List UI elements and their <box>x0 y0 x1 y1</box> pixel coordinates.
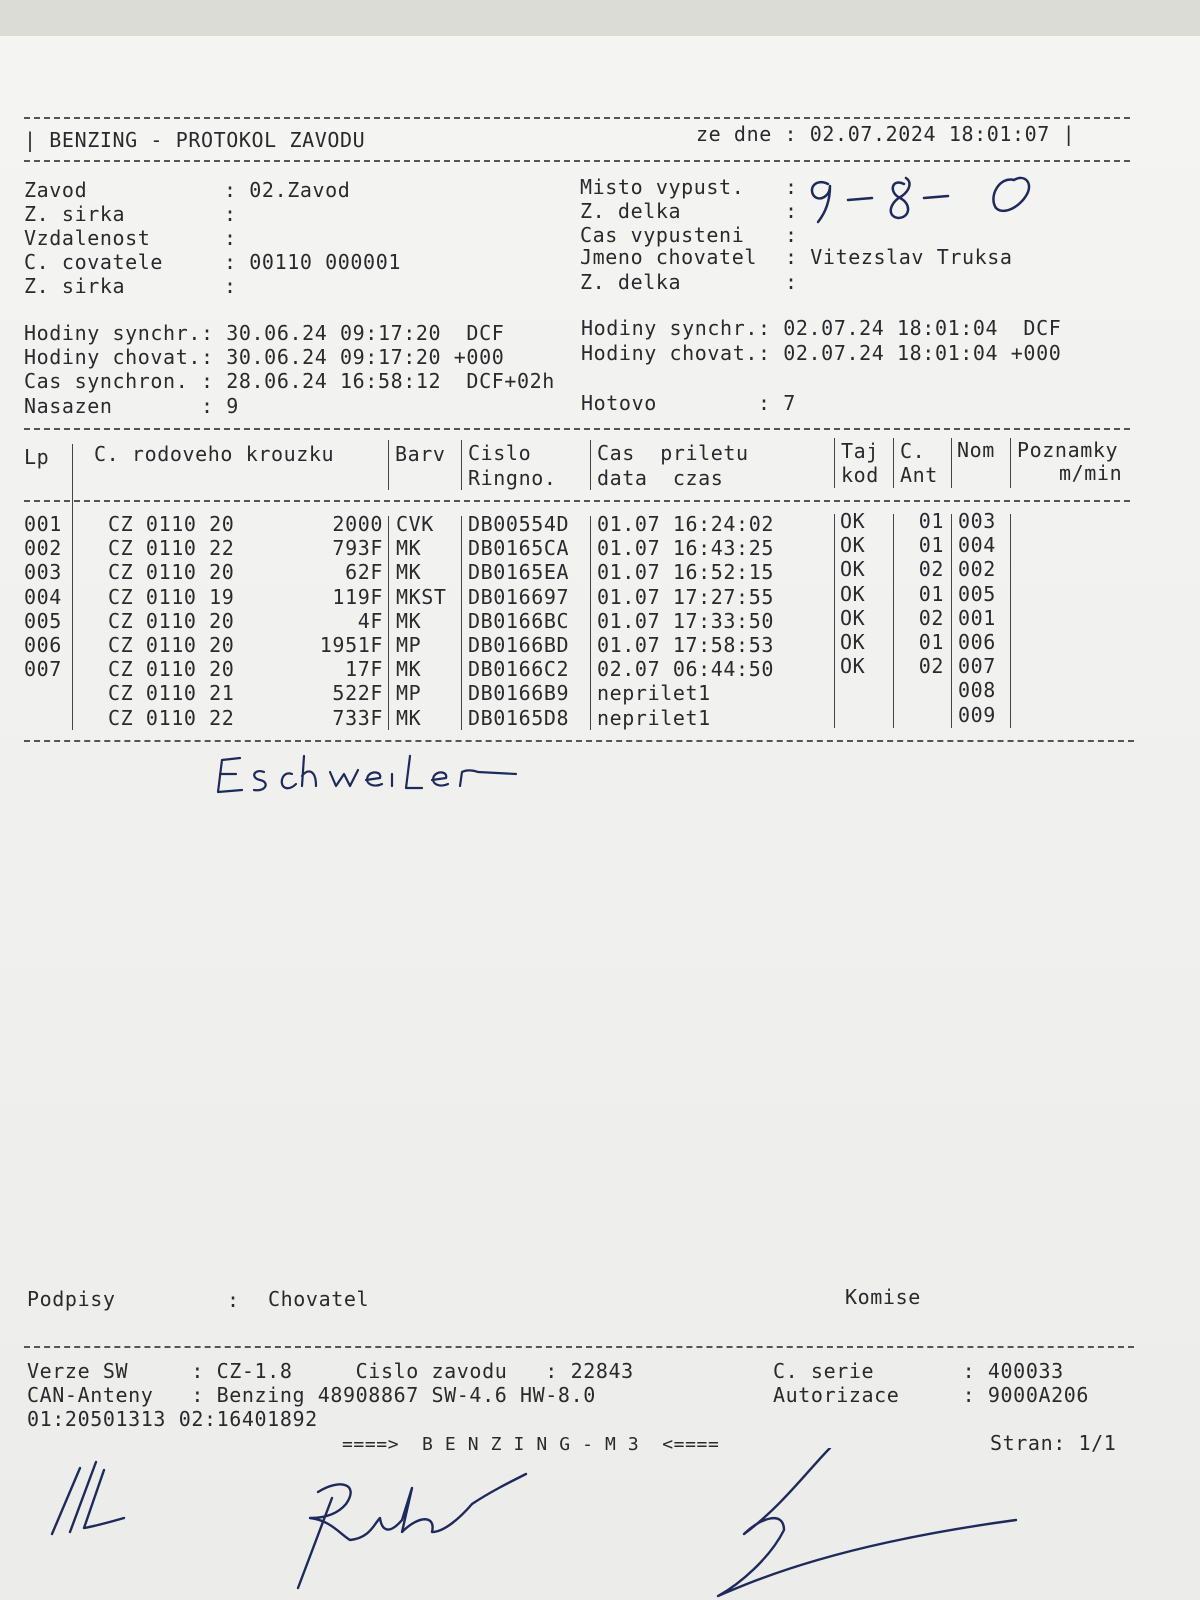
antenna-number: 02 <box>918 605 944 630</box>
header-notes: m/min <box>1059 461 1123 485</box>
row-index: 002 <box>24 536 62 561</box>
color-code: MK <box>396 536 422 561</box>
arrival-time: 01.07 17:58:53 <box>597 633 774 657</box>
footer-line: 01:20501313 02:16401892 <box>27 1407 318 1431</box>
nomination-number: 005 <box>958 581 996 606</box>
secret-code: OK <box>840 605 866 630</box>
arrival-time: 01.07 16:52:15 <box>597 560 774 585</box>
info-value: : <box>224 274 237 298</box>
nomination-number: 007 <box>958 654 996 679</box>
signatures-colon: : <box>227 1288 240 1312</box>
column-rule <box>1010 514 1011 728</box>
secret-code: OK <box>840 654 866 679</box>
info-value: : <box>785 199 798 223</box>
chip-number: DB0166BC <box>468 608 570 633</box>
arrival-time: 01.07 17:33:50 <box>597 608 774 633</box>
chip-number: DB0166C2 <box>468 657 570 682</box>
column-rule <box>590 516 591 730</box>
antenna-number: 01 <box>918 533 944 558</box>
ring-serial: 4F <box>357 608 383 633</box>
chip-number: DB0166BD <box>468 633 570 657</box>
chip-number: DB00554D <box>468 512 570 536</box>
arrival-time: neprilet1 <box>597 681 711 706</box>
column-rule <box>461 516 462 730</box>
chip-number: DB016697 <box>468 584 570 609</box>
antenna-number: 01 <box>918 630 944 654</box>
clock-line: Hodiny synchr.: 30.06.24 09:17:20 DCF <box>24 321 505 345</box>
ring-serial: 62F <box>345 560 383 585</box>
info-value: : <box>785 175 798 199</box>
ring-number: CZ 0110 22 <box>108 536 235 561</box>
nomination-number: 003 <box>958 509 996 533</box>
ring-number: CZ 0110 20 <box>108 512 235 536</box>
clock-line: Cas synchron. : 28.06.24 16:58:12 DCF+02h <box>24 369 555 393</box>
arrival-time: 01.07 16:24:02 <box>597 512 774 536</box>
arrival-time: 01.07 17:27:55 <box>597 584 774 609</box>
header-notes: Poznamky <box>1017 438 1119 462</box>
header-code: kod <box>841 463 879 487</box>
nomination-number: 009 <box>958 702 996 727</box>
info-value: : <box>224 226 237 250</box>
antenna-number: 02 <box>918 557 944 582</box>
info-value: : <box>785 223 798 247</box>
ring-serial: 119F <box>332 584 383 609</box>
signatures-label: Podpisy <box>27 1287 116 1311</box>
divider <box>24 500 1130 502</box>
ring-serial: 793F <box>332 536 383 561</box>
ring-serial: 1951F <box>319 633 383 657</box>
info-label: Vzdalenost <box>24 226 151 250</box>
header-lp: Lp <box>24 445 50 469</box>
ring-serial: 17F <box>345 657 383 682</box>
clock-line: Hodiny synchr.: 02.07.24 18:01:04 DCF <box>581 316 1062 340</box>
secret-code: OK <box>840 630 866 654</box>
arrival-time: 02.07 06:44:50 <box>597 657 774 682</box>
divider <box>24 740 1134 742</box>
column-rule <box>951 514 952 728</box>
column-rule <box>388 516 389 730</box>
antenna-number: 01 <box>918 581 944 606</box>
ring-number: CZ 0110 22 <box>108 705 235 730</box>
footer-line: C. serie : 400033 <box>773 1359 1064 1383</box>
footer-line: Autorizace : 9000A206 <box>773 1383 1090 1407</box>
info-label: Cas vypusteni <box>580 223 745 247</box>
info-label: Z. sirka <box>24 274 126 298</box>
clock-line: Hodiny chovat.: 30.06.24 09:17:20 +000 <box>24 345 505 369</box>
footer-line: Verze SW : CZ-1.8 Cislo zavodu : 22843 <box>27 1359 634 1383</box>
arrival-time: neprilet1 <box>597 705 711 730</box>
divider <box>24 1346 1134 1348</box>
chip-number: DB0165EA <box>468 560 570 585</box>
info-value: : Vitezslav Truksa <box>785 245 1013 269</box>
secret-code: OK <box>840 509 866 533</box>
chip-number: DB0165CA <box>468 536 570 561</box>
secret-code: OK <box>840 557 866 582</box>
secret-code: OK <box>840 533 866 558</box>
header-antenna: Ant <box>900 463 938 487</box>
row-index: 007 <box>24 657 62 682</box>
color-code: MKST <box>396 584 447 609</box>
info-label: Zavod <box>24 178 88 202</box>
ring-number: CZ 0110 20 <box>108 560 235 585</box>
info-label: Z. sirka <box>24 202 126 226</box>
footer-line: CAN-Anteny : Benzing 48908867 SW-4.6 HW-8.0 <box>27 1383 596 1407</box>
arrival-time: 01.07 16:43:25 <box>597 536 774 561</box>
color-code: MK <box>396 657 422 682</box>
info-label: Z. delka <box>580 199 682 223</box>
header-color: Barv <box>395 442 446 466</box>
column-rule <box>893 438 894 488</box>
color-code: MK <box>396 608 422 633</box>
ring-number: CZ 0110 21 <box>108 681 235 706</box>
column-rule <box>461 440 462 490</box>
header-arrival: data czas <box>597 466 724 490</box>
row-index: 001 <box>24 512 62 536</box>
color-code: MK <box>396 560 422 585</box>
document-date: ze dne : 02.07.2024 18:01:07 | <box>696 122 1076 146</box>
row-index: 005 <box>24 608 62 633</box>
row-index: 004 <box>24 584 62 609</box>
ring-serial: 522F <box>332 681 383 706</box>
nomination-number: 008 <box>958 678 996 703</box>
clock-line: Nasazen : 9 <box>24 394 239 418</box>
column-rule <box>72 444 73 730</box>
antenna-number: 01 <box>918 509 944 533</box>
page-number: Stran: 1/1 <box>990 1431 1117 1455</box>
ring-serial: 2000 <box>332 512 383 536</box>
color-code: MK <box>396 705 422 730</box>
info-value: : 02.Zavod <box>224 178 351 202</box>
info-value: : <box>224 202 237 226</box>
divider <box>24 160 1130 162</box>
column-rule <box>951 438 952 488</box>
header-chip: Ringno. <box>468 466 557 490</box>
document-title: | BENZING - PROTOKOL ZAVODU <box>24 128 366 152</box>
divider <box>24 428 1130 430</box>
header-code: Taj <box>841 439 879 463</box>
info-value: : 00110 000001 <box>224 250 401 274</box>
clock-line: Hotovo : 7 <box>581 391 796 415</box>
nomination-number: 001 <box>958 605 996 630</box>
info-value: : <box>785 270 798 294</box>
row-index: 006 <box>24 633 62 657</box>
antenna-number: 02 <box>918 654 944 679</box>
color-code: MP <box>396 633 422 657</box>
header-ring: C. rodoveho krouzku <box>94 442 335 466</box>
color-code: CVK <box>396 512 434 536</box>
nomination-number: 006 <box>958 630 996 654</box>
ring-number: CZ 0110 20 <box>108 633 235 657</box>
header-antenna: C. <box>900 439 926 463</box>
column-rule <box>590 440 591 490</box>
info-label: Jmeno chovatel <box>580 245 757 269</box>
header-nom: Nom <box>957 438 995 462</box>
ring-serial: 733F <box>332 705 383 730</box>
ring-number: CZ 0110 19 <box>108 584 235 609</box>
signature-commission-label: Komise <box>845 1285 921 1309</box>
nomination-number: 004 <box>958 533 996 558</box>
chip-number: DB0166B9 <box>468 681 570 706</box>
column-rule <box>834 438 835 488</box>
info-label: Z. delka <box>580 270 682 294</box>
ring-number: CZ 0110 20 <box>108 608 235 633</box>
clock-line: Hodiny chovat.: 02.07.24 18:01:04 +000 <box>581 341 1062 365</box>
device-brand: ====> B E N Z I N G - M 3 <==== <box>342 1434 720 1455</box>
column-rule <box>1010 438 1011 488</box>
signature-breeder-label: Chovatel <box>268 1287 370 1311</box>
divider <box>24 117 1130 119</box>
nomination-number: 002 <box>958 557 996 582</box>
header-arrival: Cas priletu <box>597 441 749 465</box>
row-index: 003 <box>24 560 62 585</box>
color-code: MP <box>396 681 422 706</box>
info-label: C. covatele <box>24 250 164 274</box>
column-rule <box>388 440 389 490</box>
ring-number: CZ 0110 20 <box>108 657 235 682</box>
header-chip: Cislo <box>468 441 532 465</box>
chip-number: DB0165D8 <box>468 705 570 730</box>
secret-code: OK <box>840 581 866 606</box>
info-label: Misto vypust. <box>580 175 745 199</box>
